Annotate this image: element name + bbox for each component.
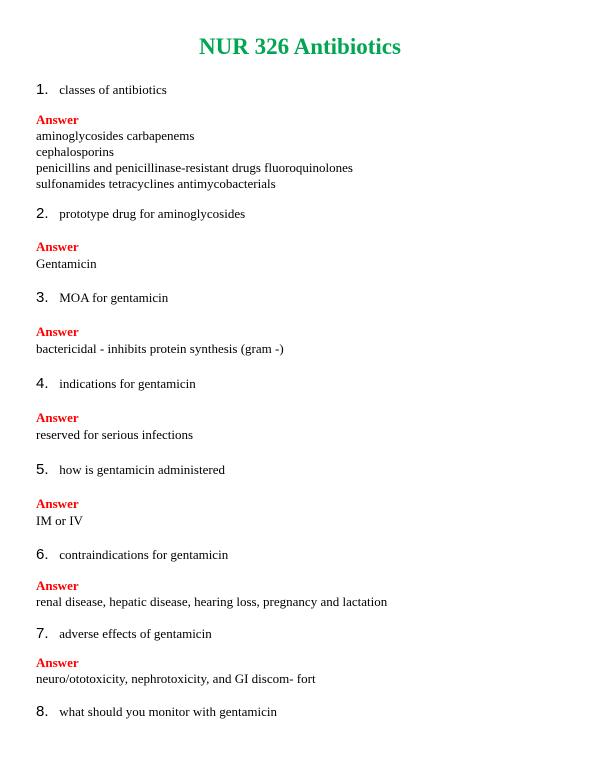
answer-3 xyxy=(36,341,284,357)
answer-label: Answer xyxy=(36,655,79,670)
answer-line: reserved for serious infections xyxy=(36,427,194,442)
answer-label: Answer xyxy=(36,410,79,425)
question-number: 4. xyxy=(36,375,49,392)
answer-line: aminoglycosides carbapenems xyxy=(36,128,195,143)
answer-label: Answer xyxy=(36,324,79,339)
question-number: 1. xyxy=(36,81,49,98)
answer-2 xyxy=(36,256,97,272)
answer-line: IM or IV xyxy=(36,513,83,528)
answer-label: Answer xyxy=(36,578,79,593)
question-4 xyxy=(36,375,196,392)
question-text: what should you monitor with gentamicin xyxy=(59,704,277,719)
question-number: 2. xyxy=(36,205,49,222)
question-text: MOA for gentamicin xyxy=(59,290,169,305)
answer-5 xyxy=(36,513,83,529)
question-number: 8. xyxy=(36,703,49,720)
question-6 xyxy=(36,546,228,563)
answer-line: sulfonamides tetracyclines antimycobacterials xyxy=(36,176,276,191)
answer-7 xyxy=(36,671,316,687)
answer-line: neuro/ototoxicity, nephrotoxicity, and GI discom- fort xyxy=(36,671,316,686)
question-number: 6. xyxy=(36,546,49,563)
question-text: indications for gentamicin xyxy=(59,376,196,391)
question-text: classes of antibiotics xyxy=(59,82,167,97)
question-text: how is gentamicin administered xyxy=(59,462,225,477)
page-title: NUR 326 Antibiotics xyxy=(199,34,401,59)
question-8 xyxy=(36,703,277,720)
answer-line: penicillins and penicillinase-resistant drugs fluoroquinolones xyxy=(36,160,353,175)
question-text: prototype drug for aminoglycosides xyxy=(59,206,246,221)
question-number: 3. xyxy=(36,289,49,306)
answer-4 xyxy=(36,427,193,443)
answer-label: Answer xyxy=(36,112,79,127)
question-3 xyxy=(36,289,168,306)
answer-line: bactericidal - inhibits protein synthesis (gram -) xyxy=(36,341,284,356)
question-number: 7. xyxy=(36,625,49,642)
answer-line: Gentamicin xyxy=(36,256,97,271)
answer-6 xyxy=(36,594,387,610)
answer-line: cephalosporins xyxy=(36,144,114,159)
question-5 xyxy=(36,461,225,478)
answer-label: Answer xyxy=(36,496,79,511)
question-text: adverse effects of gentamicin xyxy=(59,626,212,641)
question-2 xyxy=(36,205,245,222)
answer-line: renal disease, hepatic disease, hearing loss, pregnancy and lactation xyxy=(36,594,388,609)
question-number: 5. xyxy=(36,461,49,478)
question-7 xyxy=(36,625,212,642)
answer-1 xyxy=(36,128,353,192)
answer-label: Answer xyxy=(36,239,79,254)
question-text: contraindications for gentamicin xyxy=(59,547,229,562)
question-1 xyxy=(36,81,167,98)
